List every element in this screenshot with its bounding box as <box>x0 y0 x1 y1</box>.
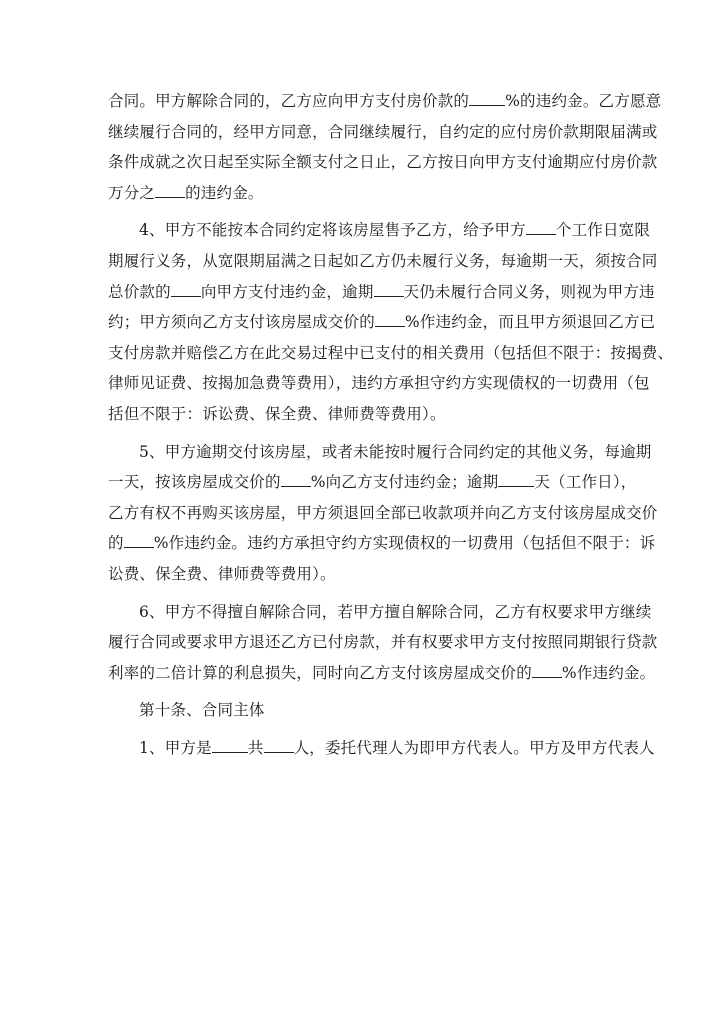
fill-blank[interactable] <box>526 219 556 235</box>
text-line <box>108 307 656 338</box>
section-heading: 第十条、合同主体 <box>139 701 265 720</box>
text-line: 乙方有权不再购买该房屋，甲方须退回全部已收款项并向乙方支付该房屋成交价 <box>108 503 658 522</box>
text-segment: 万分之 <box>108 183 156 202</box>
text-segment: 向甲方支付违约金，逾期 <box>200 282 374 301</box>
fill-blank[interactable] <box>532 662 562 678</box>
text-segment: 的 <box>108 534 124 553</box>
text-segment: 天（工作日）， <box>534 473 637 492</box>
text-segment: 一天，按该房屋成交价的 <box>108 473 281 492</box>
text-line <box>108 215 651 246</box>
text-segment: %作违约金。 <box>561 663 656 682</box>
text-segment: 的违约金。 <box>185 183 264 202</box>
text-segment: %作违约金，而且甲方须退回乙方已 <box>404 313 656 332</box>
text-segment: 人，委托代理人为即甲方代表人。甲方及甲方代表人 <box>293 738 655 757</box>
contract-body <box>108 86 674 770</box>
clause-5 <box>108 437 658 590</box>
text-line: 继续履行合同的，经甲方同意，合同继续履行，自约定的应付房价款期限届满或 <box>108 122 658 141</box>
fill-blank[interactable] <box>124 532 154 548</box>
text-segment: 4、甲方不能按本合同约定将该房屋售予乙方，给予甲方 <box>139 221 526 240</box>
text-line: 期履行义务，从宽限期届满之日起如乙方仍未履行义务，每逾期一天，须按合同 <box>108 251 658 270</box>
clause-10-1 <box>108 733 655 764</box>
text-segment: 约；甲方须向乙方支付该房屋成交价的 <box>108 313 375 332</box>
text-segment: %作违约金。违约方承担守约方实现债权的一切费用（包括但不限于：诉 <box>153 534 656 553</box>
fill-blank[interactable] <box>469 90 505 106</box>
text-segment: 合同。甲方解除合同的，乙方应向甲方支付房价款的 <box>108 92 470 110</box>
text-line: 条件成就之次日起至实际全额支付之日止，乙方按日向甲方支付逾期应付房价款 <box>108 153 658 172</box>
text-line <box>108 277 655 308</box>
text-line <box>108 658 656 689</box>
section-title <box>108 695 616 726</box>
fill-blank[interactable] <box>375 311 405 327</box>
text-line: 括但不限于：诉讼费、保全费、律师费等费用）。 <box>108 404 446 423</box>
text-line: 律师见证费、按揭加急费等费用），违约方承担守约方实现债权的一切费用（包 <box>108 374 650 393</box>
text-line <box>108 733 655 764</box>
text-segment: 共 <box>247 738 264 757</box>
fill-blank[interactable] <box>155 182 185 198</box>
fill-blank[interactable] <box>171 281 201 297</box>
text-segment: %的违约金。乙方愿意 <box>505 92 662 110</box>
text-segment: 个工作日宽限 <box>555 221 651 240</box>
text-line: 讼费、保全费、律师费等费用）。 <box>108 564 336 583</box>
text-line: 履行合同或要求甲方退还乙方已付房款，并有权要求甲方支付按照同期银行贷款 <box>108 633 658 652</box>
text-segment: 1、甲方是 <box>139 738 212 757</box>
text-line <box>108 467 637 498</box>
paragraph-penalty-continuation <box>108 86 662 208</box>
text-segment: 总价款的 <box>108 282 171 301</box>
fill-blank[interactable] <box>281 471 311 487</box>
text-segment: %向乙方支付违约金；逾期 <box>310 473 499 492</box>
text-line: 5、甲方逾期交付该房屋，或者未能按时履行合同约定的其他义务，每逾期 <box>139 442 652 461</box>
text-line <box>108 178 616 209</box>
fill-blank[interactable] <box>498 471 534 487</box>
text-segment: 天仍未履行合同义务，则视为甲方违 <box>403 282 655 301</box>
clause-6 <box>108 597 658 689</box>
text-line: 支付房款并赔偿乙方在此交易过程中已支付的相关费用（包括但不限于：按揭费、 <box>108 343 674 362</box>
clause-4 <box>108 215 674 429</box>
text-line: 6、甲方不得擅自解除合同，若甲方擅自解除合同，乙方有权要求甲方继续 <box>139 602 652 621</box>
fill-blank[interactable] <box>212 737 248 753</box>
text-line <box>108 86 662 117</box>
fill-blank[interactable] <box>374 281 404 297</box>
fill-blank[interactable] <box>264 737 294 753</box>
text-segment: 利率的二倍计算的利息损失，同时向乙方支付该房屋成交价的 <box>108 663 532 682</box>
text-line <box>108 528 656 559</box>
